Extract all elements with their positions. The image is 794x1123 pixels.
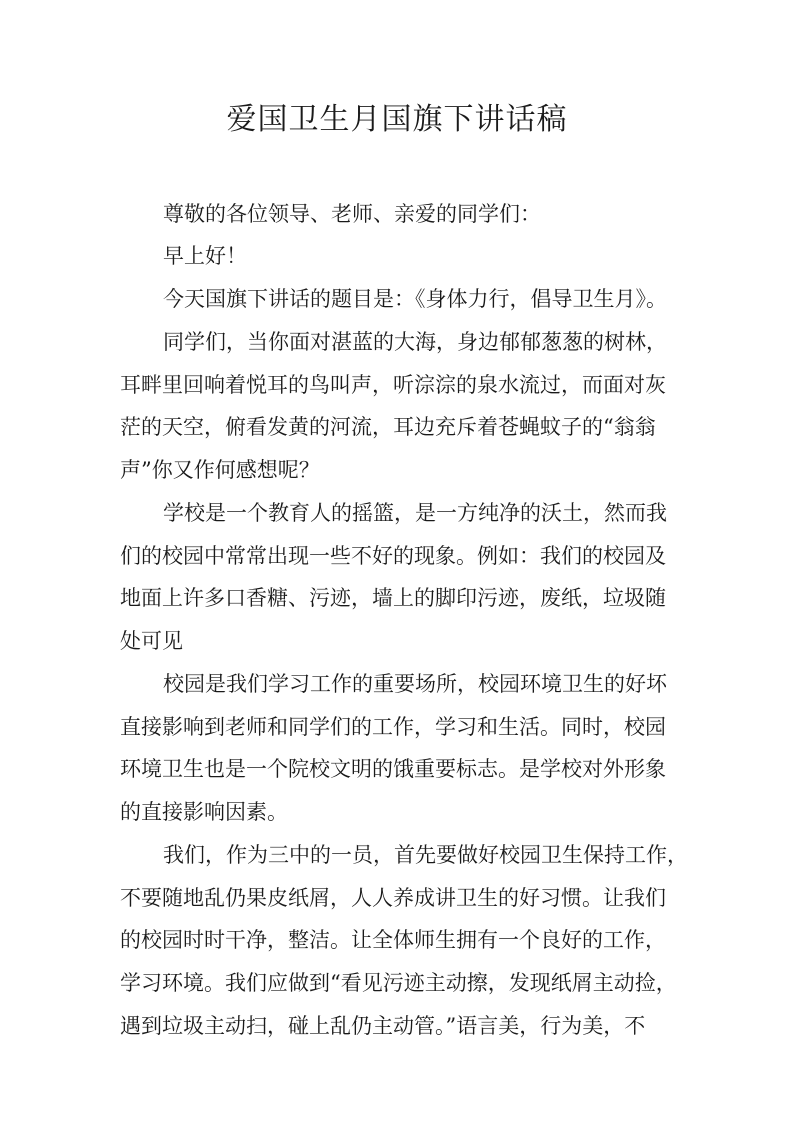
body-line: 们的校园中常常出现一些不好的现象。例如：我们的校园及 (120, 544, 666, 568)
body-line: 我们，作为三中的一员，首先要做好校园卫生保持工作， (163, 843, 688, 867)
body-line: 茫的天空，俯看发黄的河流，耳边充斥着苍蝇蚊子的“翁翁 (120, 415, 656, 439)
body-line: 地面上许多口香糖、污迹，墙上的脚印污迹，废纸，垃圾随 (120, 586, 666, 610)
document-title: 爱国卫生月国旗下讲话稿 (226, 102, 568, 137)
body-line: 耳畔里回响着悦耳的鸟叫声，听淙淙的泉水流过，而面对灰 (120, 373, 666, 397)
body-line: 声”你又作何感想呢？ (120, 458, 320, 482)
body-line: 学校是一个教育人的摇篮，是一方纯净的沃土，然而我 (163, 501, 667, 525)
body-line: 的直接影响因素。 (120, 800, 288, 824)
body-line: 直接影响到老师和同学们的工作，学习和生活。同时，校园 (120, 715, 666, 739)
body-line: 遇到垃圾主动扫，碰上乱仍主动管。”语言美，行为美，不 (120, 1014, 646, 1038)
body-line: 环境卫生也是一个院校文明的饿重要标志。是学校对外形象 (120, 757, 666, 781)
body-line: 的校园时时干净，整洁。让全体师生拥有一个良好的工作， (120, 928, 666, 952)
topic-line: 今天国旗下讲话的题目是：《身体力行，倡导卫生月》。 (163, 287, 667, 311)
body-line: 不要随地乱仍果皮纸屑，人人养成讲卫生的好习惯。让我们 (120, 886, 666, 910)
body-line: 校园是我们学习工作的重要场所，校园环境卫生的好坏 (163, 672, 667, 696)
body-line: 学习环境。我们应做到“看见污迹主动擦，发现纸屑主动捡， (120, 971, 677, 995)
greeting-line: 早上好！ (163, 244, 247, 268)
body-line: 处可见 (120, 629, 183, 653)
salutation-line: 尊敬的各位领导、老师、亲爱的同学们： (163, 202, 541, 226)
body-line: 同学们，当你面对湛蓝的大海，身边郁郁葱葱的树林， (163, 330, 667, 354)
